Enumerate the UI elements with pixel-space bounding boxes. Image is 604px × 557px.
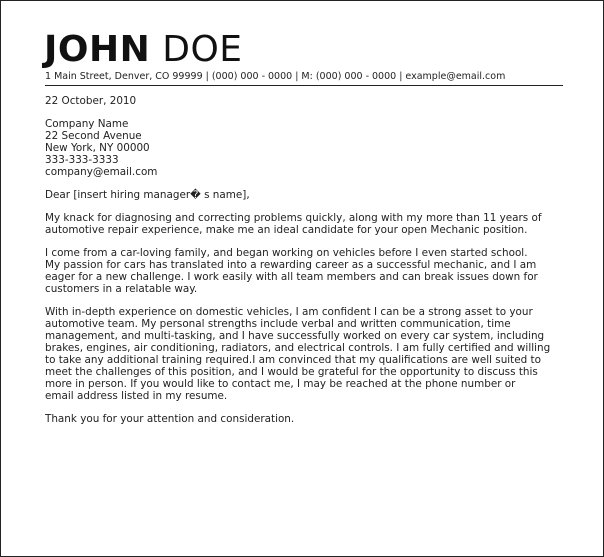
last-name: DOE bbox=[162, 29, 243, 70]
recipient-company: Company Name bbox=[45, 118, 129, 130]
paragraph-1: My knack for diagnosing and correcting problems quickly, along with my more than 11 years of automotive repair experience, make me an ideal candidate for your open Mechanic position. bbox=[45, 212, 542, 236]
recipient-phone: 333-333-3333 bbox=[45, 154, 119, 166]
applicant-name bbox=[44, 31, 243, 69]
contact-line: 1 Main Street, Denver, CO 99999 | (000) 000 - 0000 | M: (000) 000 - 0000 | example@email.com bbox=[45, 71, 506, 82]
closing-line: Thank you for your attention and consideration. bbox=[45, 413, 295, 425]
letter-body bbox=[45, 95, 565, 436]
recipient-city: New York, NY 00000 bbox=[45, 142, 150, 154]
recipient-street: 22 Second Avenue bbox=[45, 130, 142, 142]
first-name: JOHN bbox=[44, 29, 151, 70]
paragraph-3: With in-depth experience on domestic vehicles, I am confident I can be a strong asset to your automotive team. My personal strengths include verbal and written communication, time management, and multi-tasking, and I have successfully worked on every car system, including brakes, engines, air conditioning, radiators, and electrical controls. I am fully certified and willing to take any additional training required.I am convinced that my qualifications are well suited to meet the challenges of this position, and I would be grateful for the opportunity to discuss this more in person. If you would like to contact me, I may be reached at the phone number or email address listed in my resume. bbox=[45, 306, 551, 402]
recipient-address bbox=[45, 118, 565, 178]
recipient-email: company@email.com bbox=[45, 166, 158, 178]
letter-date: 22 October, 2010 bbox=[45, 95, 137, 107]
salutation: Dear [insert hiring manager� s name], bbox=[45, 189, 250, 201]
header-divider bbox=[45, 85, 563, 86]
paragraph-2: I come from a car-loving family, and began working on vehicles before I even started school. My passion for cars has translated into a rewarding career as a successful mechanic, and I am eager for a new challenge. I work easily with all team members and can break issues down for customers in a relatable way. bbox=[45, 247, 538, 295]
